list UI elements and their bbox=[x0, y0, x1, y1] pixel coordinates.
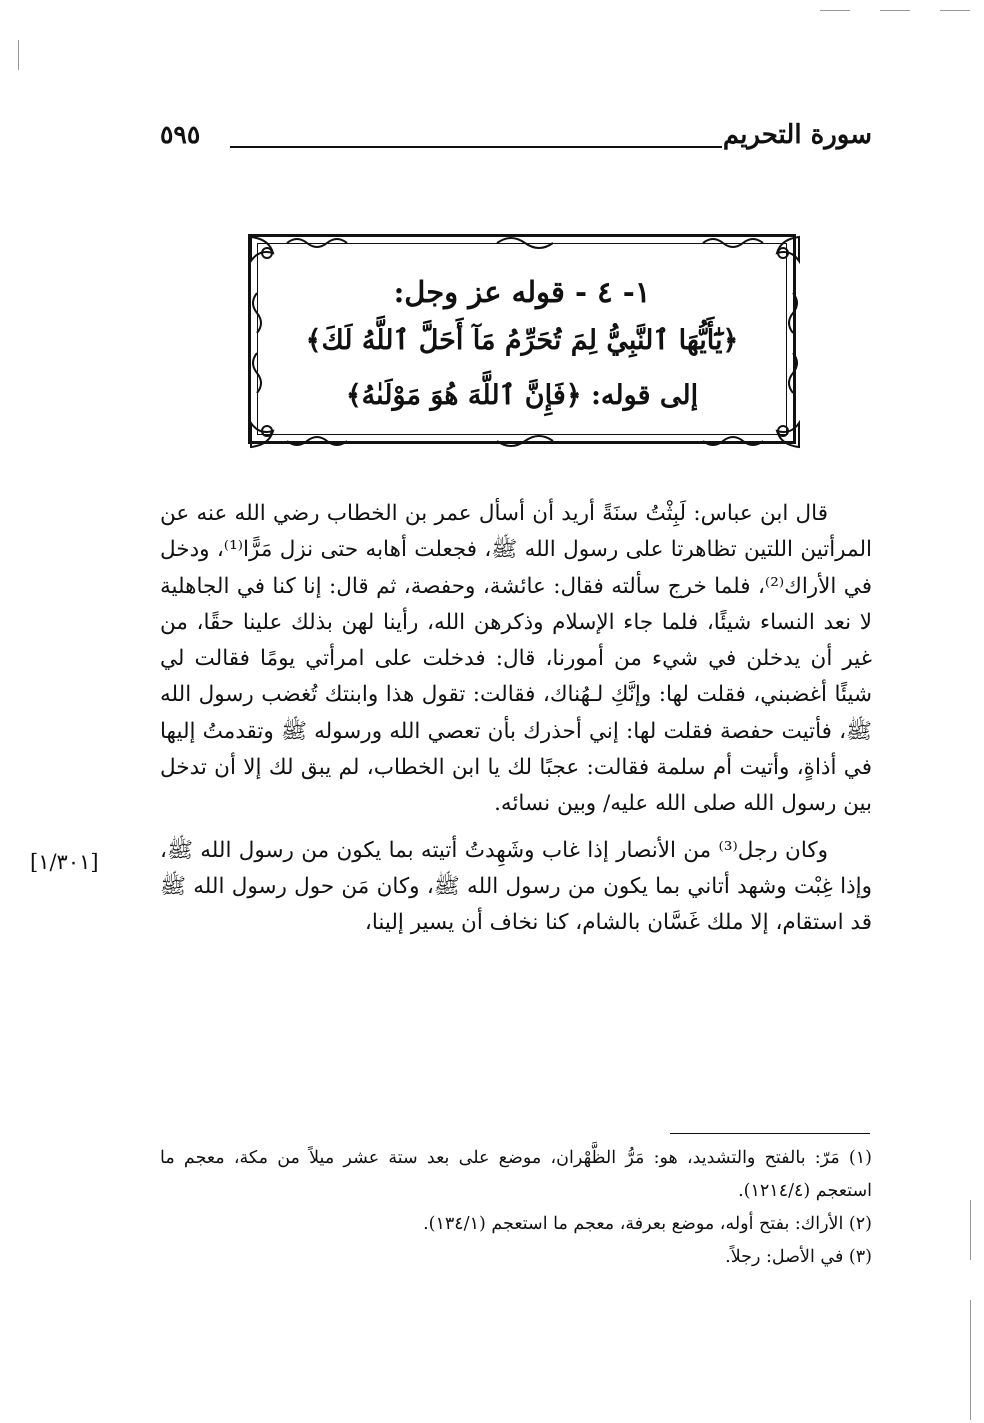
footnote: (٣) في الأصل: رجلاً. bbox=[725, 1247, 872, 1267]
surah-title: سورة التحريم bbox=[722, 120, 872, 150]
paragraph: وكان رجل⁽³⁾ من الأنصار إذا غاب وشَهِدتُ أتيته بما يكون من رسول الله ﷺ، وإذا غِبْت وشهد أتاني بما يكون من رسول الله ﷺ، وكان مَن حول رسول الله ﷺ قد استقام، إلا ملك غَسَّان بالشام، كنا نخاف أن يسير إلينا، bbox=[160, 837, 872, 936]
manuscript-folio-reference: [١/٣٠١] bbox=[30, 850, 99, 874]
heading-verse-end: إلى قوله: ﴿فَإِنَّ ٱللَّهَ هُوَ مَوْلَىٰهُ﴾ bbox=[345, 380, 699, 411]
heading-verse-number: ١- ٤ - قوله عز وجل: bbox=[393, 275, 651, 309]
scan-mark bbox=[820, 10, 850, 11]
page-number: ٥٩٥ bbox=[160, 120, 201, 149]
scan-mark bbox=[880, 10, 910, 11]
footnotes bbox=[160, 1142, 872, 1274]
footnote: (١) مَرّ: بالفتح والتشديد، هو: مَرُّ الظَّهْران، موضع على بعد ستة عشر ميلاً من مكة، معجم ما استعجم (١٢١٤/٤). bbox=[160, 1148, 872, 1201]
scan-mark bbox=[940, 10, 970, 11]
heading-verse-text: ﴿يَٰٓأَيُّهَا ٱلنَّبِيُّ لِمَ تُحَرِّمُ مَآ أَحَلَّ ٱللَّهُ لَكَ﴾ bbox=[305, 325, 739, 356]
scan-mark bbox=[970, 1200, 971, 1260]
running-header bbox=[160, 112, 872, 162]
ornamental-heading-frame bbox=[248, 234, 796, 444]
footnote: (٢) الأراك: بفتح أوله، موضع بعرفة، معجم ما استعجم (١٣٤/١). bbox=[423, 1214, 872, 1234]
scan-mark bbox=[18, 40, 19, 70]
scan-mark bbox=[970, 1300, 971, 1420]
footnote-rule bbox=[670, 1133, 870, 1134]
header-rule bbox=[230, 146, 722, 148]
paragraph: قال ابن عباس: لَبِثْتُ سنَةً أريد أن أسأل عمر بن الخطاب رضي الله عنه عن المرأتين اللتين تظاهرتا على رسول الله ﷺ، فجعلت أهابه حتى نزل مَرًّا⁽¹⁾، ودخل في الأراك⁽²⁾، فلما خرج سألته فقال: عائشة، وحفصة، ثم قال: إنا كنا في الجاهلية لا نعد النساء شيئًا، فلما جاء الإسلام وذكرهن الله، رأينا لهن بذلك علينا حقًا، من غير أن يدخلن في شيء من أمورنا، قال: فدخلت على امرأتي يومًا فقالت لي شيئًا أغضبني، فقلت لها: وإنَّكِ لـهُناك، فقالت: تقول هذا وابنتك تُغضب رسول الله ﷺ، فأتيت حفصة فقلت لها: إني أحذرك بأن تعصي الله ورسوله ﷺ وتقدمتُ إليها في أذاةٍ، وأتيت أم سلمة فقالت: عجبًا لك يا ابن الخطاب، لم يبق لك إلا أن تدخل بين رسول الله صلى الله عليه/ وبين نسائه. bbox=[160, 501, 873, 817]
main-text bbox=[160, 496, 872, 952]
